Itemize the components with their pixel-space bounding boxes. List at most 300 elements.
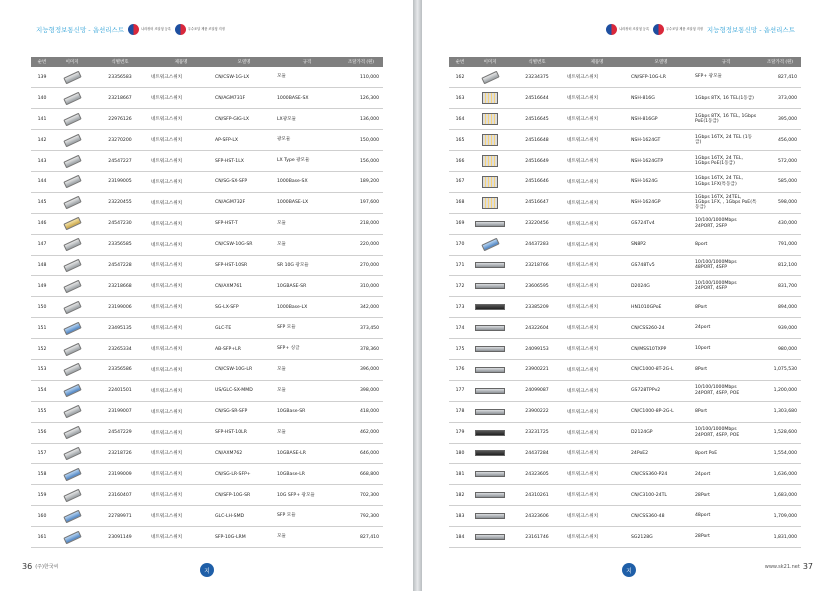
product-name: 네트워크스위치 <box>149 422 213 443</box>
product-name: 네트워크스위치 <box>149 380 213 401</box>
row-number: 145 <box>31 192 53 213</box>
table-row <box>449 380 801 401</box>
specification: 모듈 <box>275 213 339 234</box>
table-row <box>449 213 801 234</box>
product-name: 네트워크스위치 <box>565 380 629 401</box>
identification-number: 23220455 <box>91 192 149 213</box>
specification: 10GBase-SR <box>275 401 339 422</box>
specification: 모듈 <box>275 359 339 380</box>
procurement-price: 1,200,000 <box>759 380 801 401</box>
model-name: AP-SFP-LX <box>213 130 275 151</box>
identification-number: 23270200 <box>91 130 149 151</box>
row-number: 184 <box>449 527 471 548</box>
sfp-module-image-icon <box>63 175 81 189</box>
specification: 24port <box>693 318 759 339</box>
model-name: SG-LX-SFP <box>213 297 275 318</box>
switch-image-icon <box>482 197 498 209</box>
model-name: CN/C1000-8T-2G-L <box>629 359 693 380</box>
identification-number: 22976126 <box>91 109 149 130</box>
col-header: 순번 <box>31 57 53 67</box>
model-name: GS724Tv4 <box>629 213 693 234</box>
procurement-price: 378,360 <box>339 339 383 360</box>
model-name: CN/CSS360-P24 <box>629 464 693 485</box>
procurement-price: 827,410 <box>339 527 383 548</box>
procurement-price: 395,000 <box>759 109 801 130</box>
procurement-logo-1 <box>606 24 649 35</box>
identification-number: 23265334 <box>91 339 149 360</box>
col-header: 순번 <box>449 57 471 67</box>
table-row <box>31 109 383 130</box>
row-number: 151 <box>31 318 53 339</box>
identification-number: 23385209 <box>509 297 565 318</box>
table-row <box>449 130 801 151</box>
model-name: CN/SFP-10G-LR <box>629 67 693 88</box>
table-row <box>31 443 383 464</box>
sfp-module-image-icon <box>63 196 81 210</box>
identification-number: 23220456 <box>509 213 565 234</box>
table-row <box>449 422 801 443</box>
product-name: 네트워크스위치 <box>565 297 629 318</box>
product-name: 네트워크스위치 <box>565 527 629 548</box>
product-image <box>471 318 509 339</box>
specification: 8Port <box>693 359 759 380</box>
product-image <box>53 171 91 192</box>
row-number: 161 <box>31 527 53 548</box>
switch-image-icon <box>475 388 505 394</box>
left-page-number: 36 <box>22 562 33 571</box>
identification-number: 23161746 <box>509 527 565 548</box>
row-number: 173 <box>449 297 471 318</box>
procurement-price: 980,000 <box>759 339 801 360</box>
table-row <box>449 485 801 506</box>
specification: 모듈 <box>275 380 339 401</box>
procurement-price: 396,000 <box>339 359 383 380</box>
model-name: SG2128G <box>629 527 693 548</box>
sfp-module-image-icon <box>481 70 499 84</box>
identification-number: 24322604 <box>509 318 565 339</box>
identification-number: 24516648 <box>509 130 565 151</box>
switch-image-icon <box>475 450 505 456</box>
procurement-logo-2 <box>653 24 703 35</box>
specification: 광모듈 <box>275 130 339 151</box>
product-name: 네트워크스위치 <box>149 255 213 276</box>
row-number: 180 <box>449 443 471 464</box>
row-number: 160 <box>31 506 53 527</box>
product-image <box>53 151 91 172</box>
table-row <box>31 527 383 548</box>
model-name: SFP-HST-T <box>213 213 275 234</box>
procurement-price: 220,000 <box>339 234 383 255</box>
product-name: 네트워크스위치 <box>565 401 629 422</box>
product-name: 네트워크스위치 <box>149 401 213 422</box>
procurement-price: 894,000 <box>759 297 801 318</box>
procurement-price: 342,000 <box>339 297 383 318</box>
identification-number: 23199006 <box>91 297 149 318</box>
model-name: NSH-1624G <box>629 171 693 192</box>
product-image <box>53 380 91 401</box>
product-image <box>53 506 91 527</box>
model-name: CN/CSS360-48 <box>629 506 693 527</box>
table-row <box>31 192 383 213</box>
specification: 8port PoE <box>693 443 759 464</box>
table-row <box>449 401 801 422</box>
specification: 1000BASE-LX <box>275 192 339 213</box>
model-name: NSH-1624GT <box>629 130 693 151</box>
table-row <box>31 255 383 276</box>
table-row <box>31 213 383 234</box>
specification: 24port <box>693 464 759 485</box>
product-name: 네트워크스위치 <box>149 171 213 192</box>
product-image <box>471 109 509 130</box>
product-image <box>53 422 91 443</box>
row-number: 159 <box>31 485 53 506</box>
procurement-price: 792,300 <box>339 506 383 527</box>
procurement-price: 398,000 <box>339 380 383 401</box>
left-footer <box>22 562 58 571</box>
row-number: 140 <box>31 88 53 109</box>
table-row <box>449 464 801 485</box>
specification: 10G SFP+ 광모듈 <box>275 485 339 506</box>
model-name: CN/CSW-10G-LR <box>213 359 275 380</box>
product-image <box>471 67 509 88</box>
identification-number: 22789971 <box>91 506 149 527</box>
switch-image-icon <box>475 262 505 268</box>
sfp-module-image-icon <box>63 447 81 461</box>
row-number: 139 <box>31 67 53 88</box>
model-name: NSH-816G <box>629 88 693 109</box>
table-row <box>449 234 801 255</box>
product-image <box>471 297 509 318</box>
table-row <box>449 506 801 527</box>
procurement-price: 831,700 <box>759 276 801 297</box>
sfp-module-image-icon <box>63 112 81 126</box>
product-name: 네트워크스위치 <box>565 359 629 380</box>
procurement-price: 373,450 <box>339 318 383 339</box>
product-image <box>471 88 509 109</box>
switch-image-icon <box>475 304 505 310</box>
specification: 10GBase-LR <box>275 464 339 485</box>
procurement-price: 126,300 <box>339 88 383 109</box>
sfp-module-image-icon <box>63 217 81 231</box>
product-image <box>53 67 91 88</box>
model-name: SFP-HST-1LX <box>213 151 275 172</box>
product-name: 네트워크스위치 <box>565 255 629 276</box>
table-row <box>31 339 383 360</box>
product-image <box>53 527 91 548</box>
row-number: 165 <box>449 130 471 151</box>
model-name: CN/CSS260-24 <box>629 318 693 339</box>
product-image <box>471 380 509 401</box>
switch-image-icon <box>482 134 498 146</box>
right-page-number: 37 <box>802 562 813 571</box>
procurement-price: 218,000 <box>339 213 383 234</box>
procurement-price: 791,000 <box>759 234 801 255</box>
procurement-price: 668,800 <box>339 464 383 485</box>
model-name: SN8P2 <box>629 234 693 255</box>
specification: 모듈 <box>275 422 339 443</box>
product-name: 네트워크스위치 <box>149 443 213 464</box>
specification: SFP 모듈 <box>275 318 339 339</box>
procurement-price: 1,636,000 <box>759 464 801 485</box>
product-name: 네트워크스위치 <box>565 109 629 130</box>
row-number: 141 <box>31 109 53 130</box>
row-number: 170 <box>449 234 471 255</box>
table-row <box>449 359 801 380</box>
product-name: 네트워크스위치 <box>565 67 629 88</box>
product-image <box>471 213 509 234</box>
right-website: www.sk21.net <box>764 563 800 570</box>
row-number: 164 <box>449 109 471 130</box>
row-number: 155 <box>31 401 53 422</box>
table-row <box>31 171 383 192</box>
identification-number: 23495135 <box>91 318 149 339</box>
table-row <box>31 318 383 339</box>
table-row <box>449 276 801 297</box>
logo2-text: 우수조달 제품 조달청 지정 <box>187 27 225 31</box>
sfp-module-image-icon <box>63 238 81 252</box>
footer-mark-icon: 지 <box>622 563 636 577</box>
table-row <box>449 443 801 464</box>
switch-image-icon <box>482 155 498 167</box>
model-name: D2124GP <box>629 422 693 443</box>
identification-number: 23218667 <box>91 88 149 109</box>
sfp-module-image-icon <box>63 426 81 440</box>
specification: 1000Base-SX <box>275 171 339 192</box>
product-image <box>471 234 509 255</box>
specification: LX Type 광모듈 <box>275 151 339 172</box>
sfp-module-image-icon <box>63 259 81 273</box>
identification-number: 23356585 <box>91 234 149 255</box>
product-image <box>53 464 91 485</box>
sfp-module-image-icon <box>63 92 81 106</box>
col-header: 식별번호 <box>509 57 565 67</box>
specification: 모듈 <box>275 527 339 548</box>
switch-image-icon <box>482 176 498 188</box>
table-row <box>449 255 801 276</box>
row-number: 147 <box>31 234 53 255</box>
row-number: 163 <box>449 88 471 109</box>
procurement-logo-1 <box>128 24 171 35</box>
procurement-price: 812,100 <box>759 255 801 276</box>
right-header <box>606 22 795 36</box>
switch-image-icon <box>475 221 505 227</box>
product-name: 네트워크스위치 <box>565 443 629 464</box>
logo-emblem-icon <box>128 24 139 35</box>
sfp-module-image-icon <box>63 321 81 335</box>
sfp-module-image-icon <box>63 468 81 482</box>
col-header: 이미지 <box>53 57 91 67</box>
specification: 10/100/1000Mbps 48PORT, 4SFP <box>693 255 759 276</box>
col-header: 모델명 <box>213 57 275 67</box>
row-number: 177 <box>449 380 471 401</box>
product-image <box>471 464 509 485</box>
sfp-module-image-icon <box>63 509 81 523</box>
specification: 1Gbps 16TX, 24TEL, 1Gbps 1FX, , 1Gbps PoE(특동급) <box>693 192 759 213</box>
product-name: 네트워크스위치 <box>565 339 629 360</box>
specification: 1000BASE-SX <box>275 88 339 109</box>
logo-emblem-icon <box>653 24 664 35</box>
model-name: US/GLC-SX-MMD <box>213 380 275 401</box>
product-name: 네트워크스위치 <box>149 506 213 527</box>
model-name: CN/SFP-GIG-LX <box>213 109 275 130</box>
row-number: 149 <box>31 276 53 297</box>
switch-image-icon <box>475 283 505 289</box>
product-name: 네트워크스위치 <box>565 506 629 527</box>
identification-number: 22401501 <box>91 380 149 401</box>
product-image <box>471 485 509 506</box>
product-image <box>53 213 91 234</box>
identification-number: 23900222 <box>509 401 565 422</box>
product-name: 네트워크스위치 <box>149 276 213 297</box>
procurement-price: 430,000 <box>759 213 801 234</box>
logo1-text: 나라장터 조달청 등록 <box>619 27 649 31</box>
specification: 1Gbps 8TX, 16 TEL, 1Gbps PoE(1동급) <box>693 109 759 130</box>
table-row <box>31 276 383 297</box>
table-header-row <box>449 57 801 67</box>
sfp-module-image-icon <box>63 530 81 544</box>
identification-number: 24547230 <box>91 213 149 234</box>
procurement-price: 585,000 <box>759 171 801 192</box>
table-header-row <box>31 57 383 67</box>
specification: 8Port <box>693 401 759 422</box>
product-name: 네트워크스위치 <box>149 339 213 360</box>
logo2-text: 우수조달 제품 조달청 지정 <box>665 27 703 31</box>
specification: 1Gbps 8TX, 16 TEL(1동급) <box>693 88 759 109</box>
row-number: 174 <box>449 318 471 339</box>
col-header: 식별번호 <box>91 57 149 67</box>
product-image <box>471 151 509 172</box>
procurement-price: 110,000 <box>339 67 383 88</box>
model-name: CN/AXM762 <box>213 443 275 464</box>
procurement-logo-2 <box>175 24 225 35</box>
switch-image-icon <box>482 113 498 125</box>
specification: 1000Base-LX <box>275 297 339 318</box>
sfp-module-image-icon <box>63 405 81 419</box>
right-page <box>422 0 835 591</box>
sfp-module-image-icon <box>63 154 81 168</box>
specification: SFP+ 광모듈 <box>693 67 759 88</box>
product-image <box>471 443 509 464</box>
procurement-price: 827,410 <box>759 67 801 88</box>
table-row <box>31 359 383 380</box>
product-image <box>53 276 91 297</box>
procurement-price: 270,000 <box>339 255 383 276</box>
identification-number: 23218668 <box>91 276 149 297</box>
switch-image-icon <box>475 492 505 498</box>
footer-mark-icon: 지 <box>200 563 214 577</box>
model-name: CN/C1000-8P-2G-L <box>629 401 693 422</box>
model-name: GLC-TE <box>213 318 275 339</box>
left-header <box>36 22 225 36</box>
model-name: CN/CSW-1G-LX <box>213 67 275 88</box>
procurement-price: 456,000 <box>759 130 801 151</box>
table-row <box>449 151 801 172</box>
row-number: 157 <box>31 443 53 464</box>
product-name: 네트워크스위치 <box>149 67 213 88</box>
col-header: 이미지 <box>471 57 509 67</box>
row-number: 183 <box>449 506 471 527</box>
table-row <box>449 318 801 339</box>
procurement-price: 1,554,000 <box>759 443 801 464</box>
table-row <box>31 67 383 88</box>
row-number: 166 <box>449 151 471 172</box>
model-name: GS728TPPv2 <box>629 380 693 401</box>
sfp-module-image-icon <box>63 280 81 294</box>
table-row <box>31 297 383 318</box>
logo-emblem-icon <box>175 24 186 35</box>
row-number: 148 <box>31 255 53 276</box>
switch-image-icon <box>475 430 505 436</box>
row-number: 143 <box>31 151 53 172</box>
identification-number: 23606595 <box>509 276 565 297</box>
table-row <box>449 339 801 360</box>
product-name: 네트워크스위치 <box>149 109 213 130</box>
sfp-module-image-icon <box>63 133 81 147</box>
product-name: 네트워크스위치 <box>149 88 213 109</box>
model-name: CN/CSW-10G-SR <box>213 234 275 255</box>
model-name: CN/AGM732F <box>213 192 275 213</box>
product-name: 네트워크스위치 <box>565 213 629 234</box>
identification-number: 24516649 <box>509 151 565 172</box>
procurement-price: 1,303,680 <box>759 401 801 422</box>
product-name: 네트워크스위치 <box>149 130 213 151</box>
col-header: 제품명 <box>565 57 629 67</box>
specification: 10port <box>693 339 759 360</box>
sfp-module-image-icon <box>63 384 81 398</box>
product-image <box>471 255 509 276</box>
specification: 10/100/1000Mbps 24PORT, 4SFP, POE <box>693 422 759 443</box>
model-name: 24PoE2 <box>629 443 693 464</box>
left-page <box>0 0 413 591</box>
sfp-module-image-icon <box>481 238 499 252</box>
product-image <box>53 443 91 464</box>
procurement-price: 1,075,530 <box>759 359 801 380</box>
identification-number: 24099087 <box>509 380 565 401</box>
identification-number: 24547227 <box>91 151 149 172</box>
identification-number: 24437284 <box>509 443 565 464</box>
procurement-price: 156,000 <box>339 151 383 172</box>
product-image <box>471 422 509 443</box>
specification: 1Gbps 16TX, 24 TEL, 1Gbps 1FX(특동급) <box>693 171 759 192</box>
identification-number: 24099153 <box>509 339 565 360</box>
product-name: 네트워크스위치 <box>565 151 629 172</box>
product-image <box>53 255 91 276</box>
col-header: 조달가격 (원) <box>759 57 801 67</box>
switch-image-icon <box>475 325 505 331</box>
procurement-price: 189,200 <box>339 171 383 192</box>
row-number: 181 <box>449 464 471 485</box>
row-number: 144 <box>31 171 53 192</box>
model-name: NSH-1624GTP <box>629 151 693 172</box>
specification: 모듈 <box>275 67 339 88</box>
identification-number: 23091149 <box>91 527 149 548</box>
table-row <box>31 506 383 527</box>
product-image <box>471 527 509 548</box>
identification-number: 23356583 <box>91 67 149 88</box>
product-name: 네트워크스위치 <box>149 527 213 548</box>
product-name: 네트워크스위치 <box>149 464 213 485</box>
specification: 10/100/1000Mbps 24PORT, 2SFP <box>693 213 759 234</box>
model-name: SFP-HST-10SR <box>213 255 275 276</box>
identification-number: 23160407 <box>91 485 149 506</box>
sfp-module-image-icon <box>63 70 81 84</box>
model-name: CN/AGM731F <box>213 88 275 109</box>
procurement-price: 572,000 <box>759 151 801 172</box>
table-row <box>31 464 383 485</box>
sfp-module-image-icon <box>63 363 81 377</box>
procurement-price: 136,000 <box>339 109 383 130</box>
row-number: 178 <box>449 401 471 422</box>
